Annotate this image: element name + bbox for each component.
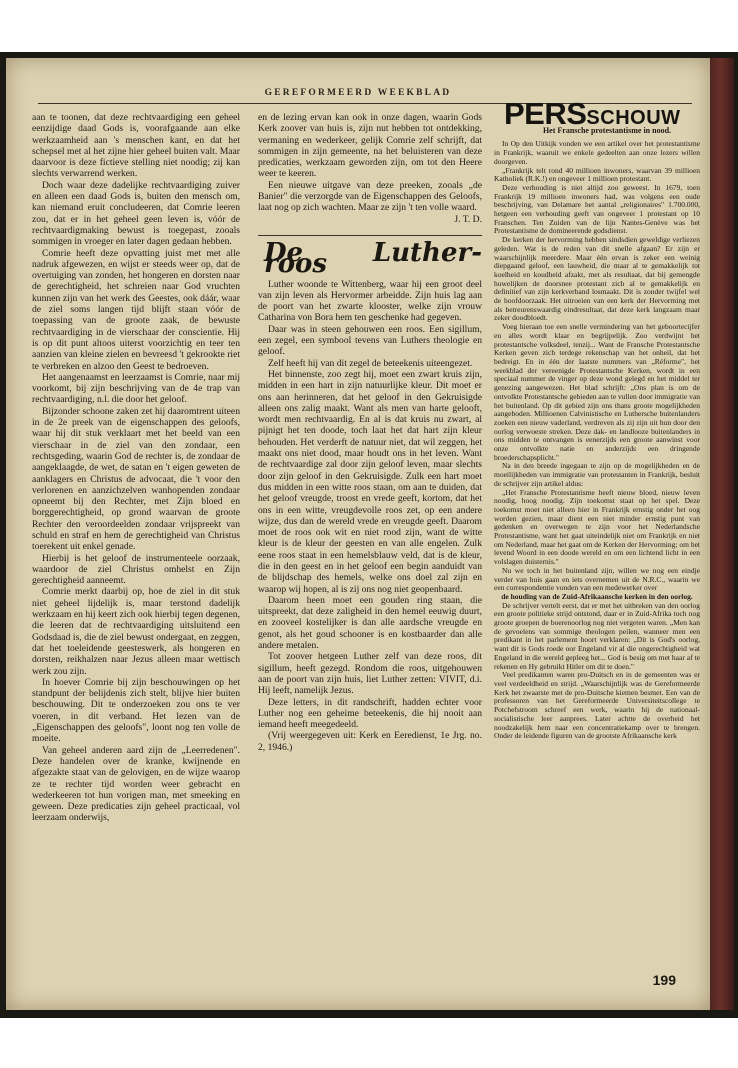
header-rule bbox=[38, 103, 692, 104]
magazine-page bbox=[6, 58, 710, 1010]
paragraph: aan te toonen, dat deze rechtvaardiging een geheel eenzijdige daad Gods is, voorafgaande aan elke werkzaamheid aan 's menschen kant, en dat het schepsel met al het zijne hier geheel buiten valt. Maar daarvoor is deze fictieve stelling niet noodig; zij kan slechts verwarrend werken. bbox=[32, 112, 240, 180]
column-middle bbox=[258, 112, 482, 753]
paragraph: Bijzonder schoone zaken zet hij daaromtrent uiteen in de 2e preek van de eigenschappen des geloofs, waar hij dit stuk verklaart met het beeld van een vierschaar in de ziel van den zondaar, een rechtsgeding, waarin God de rechter is, de zondaar de aangeklaagde, de wet, de satan en 't eigen geweten de aanklagers en Christus de advocaat, die 't voor den verlorenen en aanzichzelven wanhopenden zondaar opneemt bij den Rechter, met Zijn bloed en borggerechtigheid, op grond waarvan de groote Rechter den veroordeelden zondaar vrijspreekt van schuld en straf en hem de gerechtigheid van Christus toerekent uit enkel genade. bbox=[32, 405, 240, 553]
paragraph: Een nieuwe uitgave van deze preeken, zooals „de Banier" die verzorgde van de Eigenschappen des Geloofs, laat nog op zich wachten. Maar ze zijn 't ten volle waard. bbox=[258, 179, 482, 214]
column-right bbox=[494, 96, 700, 741]
paragraph: Van geheel anderen aard zijn de „Leerredenen". Deze handelen over de kranke, kwijnende en afgezakte staat van de gelovigen, en de wijze waarop ze te rechter tijd worden weer gebracht en wederkeeren tot hun vorigen man, met smeeking en geween. Deze predicaties zijn geheel practicaal, vol leerzaam onderwijs, bbox=[32, 744, 240, 824]
paragraph: Veel predikanten waren pro-Duitsch en in de gemeenten was er veel verdeeldheid en strijd. „Waarschijnlijk was de Gereformeerde Kerk het zwaarste met de pro-Duitsche kiemen besmet. Een van de professoren van het Gereformeerde Universiteitscollege te Potchefstroom schreef een werk, waarin hij de nationaal-socialistische leer aanprees. Later achtte de overheid het noodzakelijk hem naar een concentratiekamp over te brengen. Onder de leidende figuren van de grootste Afrikaansche kerk bbox=[494, 670, 700, 741]
paragraph: „Frankrijk telt rond 40 millioen inwoners, waarvan 39 millioen Katholiek (R.K.!) en ongeveer 1 millioen protestant. bbox=[494, 165, 700, 184]
paragraph: Nu we toch in het buitenland zijn, willen we nog een eindje verder van huis gaan en iets overnemen uit de N.R.C., waarin we een correspondentie vonden van een medewerker over bbox=[494, 565, 700, 593]
article-divider bbox=[258, 235, 482, 236]
paragraph: Luther woonde te Wittenberg, waar hij een groot deel van zijn leven als Hervormer arbeidde. Zijn huis lag aan de poort van het zwarte klooster, welke zijn vrouw Catharina von Bora hem ten geschenke had gegeven. bbox=[258, 278, 482, 324]
paragraph: Na in den breede ingegaan te zijn op de mogelijkheden en de moeilijkheden van immigratie van protestanten in Frankrijk, besluit de schrijver zijn artikel aldus: bbox=[494, 461, 700, 488]
paragraph: Daar was in steen gehouwen een roos. Een sigillum, een zegel, een symbool tevens van Luthers theologie en geloof. bbox=[258, 323, 482, 358]
section-title-big: PERS bbox=[504, 96, 587, 131]
paragraph: en de lezing ervan kan ook in onze dagen, waarin Gods Kerk zoover van huis is, zijn nut hebben tot ontdekking, vermaning en wederkeer, gelijk Comrie zelf schrijft, dat sommigen in zijn gemeente, na het beluisteren van deze predicaties, werkzaam geworden zijn, om tot den Heere weer te keeren. bbox=[258, 112, 482, 180]
section-subheading: Het Fransche protestantisme in nood. bbox=[542, 125, 672, 135]
author-signature: J. T. D. bbox=[454, 213, 482, 225]
running-header: GEREFORMEERD WEEKBLAD bbox=[264, 88, 452, 98]
paragraph: Het binnenste, zoo zegt hij, moet een zwart kruis zijn, midden in een hart in zijn natuurlijke kleur. Dit moet er ons aan herinneren, dat het geloof in den Gekruisigde alleen ons zalig maakt. Want als men van harte gelooft, wordt men rechtvaardig. En al is dat kruis nu zwart, al pijnigt het ten doode, toch laat het dat hart zijn kleur behouden. Het verderft de natuur niet, dat wil zeggen, het maakt ons niet dood, maar houdt ons in het leven. Want de rechtvaardige zal door zijn geloof leven, maar slechts door zijn geloof in den Gekruisigde. Zulk een hart moet dus midden in een witte roos staan, om aan te duiden, dat het geloof vreugde, troost en vrede geeft, kortom, dat het ons in een witte, vreugdevolle roos zet, op een andere wijze, dus dan de wereld vrede en vreugde geeft. Daarom moet de roos ook wit en niet rood zijn, want de witte kleur is de kleur der geesten en van alle engelen. Zulk eene roos staat in een hemelsblauw veld, dat is de kleur, die in den geest en in het geloof een begin aanduidt van de blijdschap des hemels, welke ons doel zal zijn en waarop wij hopen, al is zij ons nog niet geopenbaard. bbox=[258, 368, 482, 595]
paragraph: De schrijver vertelt eerst, dat er met het uitbreken van den oorlog een groote politieke strijd ontstond, daar er in Zuid-Afrika toch nog groote groepen de boerenoorlog nog niet vergeten waren. „Men kan de gevoelens van sommige theologen peilen, wanneer men een predikant in het parlement hoort verklaren: „Dit is God's oorlog, want dit is Gods roede oor Engeland vir al die ongerechtigheid wat Engeland in die wereld gepleeg het... God is besig om met haar af te rekenen en Hy gebruikt Hitler om dit te doen." bbox=[494, 600, 700, 671]
paragraph: Comrie heeft deze opvatting juist met met alle nadruk afgewezen, en wijst er steeds weer op, dat de overtuiging van zonden, het hongeren en dorsten naar de gerechtigheid, het schreien naar God vruchten kunnen zijn van het werk des Geestes, ook dáár, waar de ziel soms langen tijd blijft staan vóór de toepassing van de groote zaak, de bewuste rechtvaardiging in de vierschaar der conscientie. Hij is op dit punt altoos uiterst voorzichtig en teer ten aanzien van kleine zielen en bevreesd 't gekrookte riet te verbreken en alzoo den Geest te bedroeven. bbox=[32, 247, 240, 372]
inline-subheading: de houding van de Zuid-Afrikaansche kerken in den oorlog. bbox=[501, 591, 693, 601]
column-left bbox=[32, 112, 240, 824]
page-number: 199 bbox=[652, 972, 676, 988]
paragraph: In hoever Comrie bij zijn beschouwingen op het standpunt der belijdenis zich stelt, blijve hier buiten beschouwing. Dit te onderzoeken zou ons te ver voeren, in dit verband. Het lezen van de „Eigenschappen des geloofs", loont nog ten volle de moeite. bbox=[32, 676, 240, 745]
paragraph: Deze letters, in dit randschrift, hadden echter voor Luther nog een geheime beteekenis, die hij nooit aan iemand heeft meegedeeld. bbox=[258, 696, 482, 731]
paragraph: Comrie merkt daarbij op, hoe de ziel in dit stuk niet geheel lijdelijk is, maar terstond dadelijk werkzaam en hij keert zich ook hierbij tegen degenen, die leeren dat de rechtvaardiging uitsluitend een Godsdaad is, die de ziel bewust ondergaat, en zeggen, dat het toeleidende geesteswerk, als hongeren en dorsten, reikhalzen naar Jezus alleen maar wettisch werk zou zijn. bbox=[32, 586, 240, 677]
paragraph: Voeg hieraan toe een snelle vermindering van het geboortecijfer en alles wordt klaar en begrijpelijk. Zoo verdwijnt het protestantsche volksdeel, tenzij... Want de Fransche Protestantsche Kerken geven zich terdege rekenschap van het onheil, dat het bedreigt. En in één der laatste nummers van „Réforme", het weekblad der vereenigde Protestantsche Kerken, wordt in een speciaal nummer de vinger op deze wond gelegd en het middel ter genezing aangewezen. Het blad schrijft: „Ons plan is om de ontvolkte Protestantsche gebieden aan te vullen door immigratie van het buitenland. Op dit gebied zijn ons thans groote mogelijkheden aangeboden. Millioenen Calvinistische en Luthersche buitenlanders zoeken een nieuw vaderland, verdreven als zij zijn uit hun door den oorlog verwoeste streken. Deze dak- en landlooze buitenlanders in ons midden te ontvangen is eenerzijds een groote aanwinst voor onze ontvolkte natie en anderzijds een dringende broederschapsplicht." bbox=[494, 322, 700, 462]
paragraph: De kerken der hervorming hebben sindsdien geweldige verliezen geleden. Wat is de reden van dit snelle afgaan? Er zijn er waarschijnlijk meerdere. Maar één ervan is zeker een weinig diepgaand geloof, een lauwheid, die maar al te gemakkelijk tot koelheid en koudheid afzakt, met als resultaat, dat bij gemengde huwelijken de doorsnee protestant zich al te gemakkelijk en definitief van zijn kerkverband losmaakt. Dit is zonder twijfel wel de hoofdoorzaak. Het uitroeien van een kerk der Hervorming met als betreurenswaardig eindresultaat, dat deze kerk langzaam maar zeker doodbloedt. bbox=[494, 235, 700, 323]
paragraph: „Het Fransche Protestantisme heeft nieuw bloed, nieuw leven noodig, hoog noodig. Zijn toekomst staat op het spel. Deze toekomst moet niet alleen hier in Frankrijk ernstig onder het oog worden gezien, maar dient een niet minder ernstig punt van gedenken en overwegen te zijn voor het Nederlandsche Protestantisme, want het gaat uiteindelijk niet om Frankrijk en niet om Nederland, maar het gaat om de Kerken der Hervorming; om het levend Woord in een doode wereld en om een lichtend licht in een volslagen duisternis." bbox=[494, 487, 700, 567]
book-spine-edge bbox=[708, 58, 734, 1010]
paragraph: Tot zoover hetgeen Luther zelf van deze roos, dit sigillum, heeft gezegd. Rondom die roos, uitgehouwen aan de poort van zijn huis, liet Luther zetten: VIVIT, d.i. Hij leeft, namelijk Jezus. bbox=[258, 651, 482, 697]
article-title-luther-roos: De Luther-roos bbox=[264, 237, 482, 280]
source-note: (Vrij weergegeven uit: Kerk en Eeredienst, 1e Jrg. no. 2, 1946.) bbox=[258, 730, 482, 753]
paragraph: Het aangenaamst en leerzaamst is Comrie, naar mij voorkomt, bij zijn beschrijving van de 4e trap van rechtvaardiging, n.l. die door het geloof. bbox=[32, 371, 240, 406]
paragraph: Hierbij is het geloof de instrumenteele oorzaak, waardoor de ziel Christus omhelst en Zijn gerechtigheid aanneemt. bbox=[32, 552, 240, 587]
paragraph: Zelf heeft hij van dit zegel de beteekenis uiteengezet. bbox=[268, 357, 473, 369]
paragraph: Daarom heen moet een gouden ring staan, die uitspreekt, dat deze zaligheid in den hemel eeuwig duurt, en zooveel kostelijker is dan alle aardsche vreugde en genot, als het goud schooner is en kostbaarder dan alle andere metalen. bbox=[258, 594, 482, 652]
paragraph: In Op den Uitkijk vonden we een artikel over het protestantisme in Frankrijk, waaruit we enkele gedeelten aan onze lezers willen doorgeven. bbox=[494, 139, 700, 166]
section-title-small: SCHOUW bbox=[586, 107, 681, 129]
paragraph: Deze verhouding is niet altijd zoo geweest. In 1679, toen Frankrijk 19 millioen inwoners had, was volgens een oude beschrijving, van Delamare het aantal „religionaires" 1.700.000, hetgeen een verhouding geeft van ongeveer 1 protestant op 10 Franschen. Ten Zuiden van de lijn Nantes-Genève was het Protestantisme de domineerende godsdienst. bbox=[494, 182, 700, 236]
paragraph: Doch waar deze dadelijke rechtvaardiging zuiver en alleen een daad Gods is, buiten den mensch om, kan niemand eruit concludeeren, dat Comrie leeren zou, dat er in het geheel geen leven is, vóór de rechtvaardigmaking bewust is toegepast, zooals sommigen in vroeger en later dagen gedaan hebben. bbox=[32, 179, 240, 248]
